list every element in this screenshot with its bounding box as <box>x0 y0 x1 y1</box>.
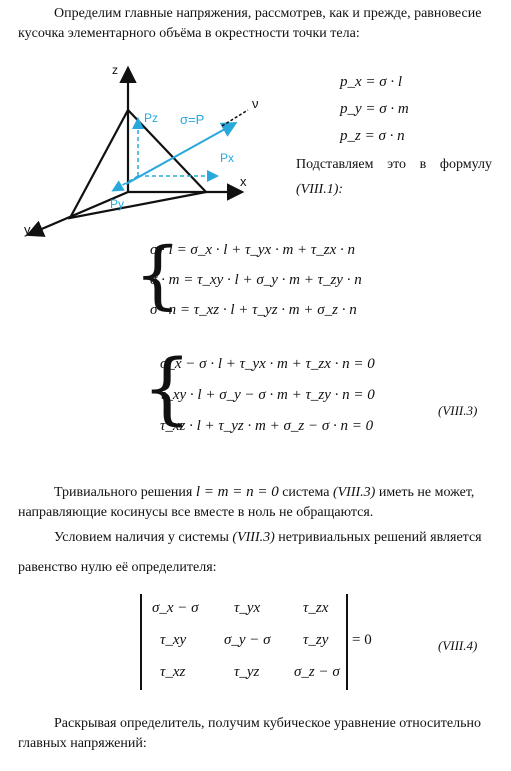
det-r1c2: τ_yx <box>234 600 261 616</box>
det-r3c1: τ_xz <box>160 664 186 680</box>
intro-paragraph: Определим главные напряжения, рассмотрев, как и прежде, равновесие кусочка элементарного объёма в окрестности точки тела: <box>18 6 482 41</box>
cubic-equation-paragraph: Раскрывая определитель, получим кубическое уравнение относительно главных напряжений: <box>18 716 481 751</box>
substitute-text: Подставляем это в формулу <box>296 157 492 172</box>
equation-label-8-3: (VIII.3) <box>438 403 478 418</box>
projection-py: p_y = σ · m <box>340 101 409 117</box>
determinant-equals-zero: = 0 <box>352 632 372 648</box>
det-r2c1: τ_xy <box>160 632 187 648</box>
det-r2c3: τ_zy <box>303 632 329 648</box>
determinant-left-bar <box>140 594 142 690</box>
label-z: z <box>112 63 118 77</box>
label-y: y <box>24 222 31 237</box>
condition-paragraph: Условием наличия у системы (VIII.3) нетривиальных решений является равенство нулю её определителя: <box>18 530 482 575</box>
system1-eq3: σ · n = τ_xz · l + τ_yz · m + σ_z · n <box>150 302 357 318</box>
system2-brace: { <box>142 344 192 434</box>
label-px: Px <box>220 151 235 165</box>
det-r1c1: σ_x − σ <box>152 600 199 616</box>
system1-brace: { <box>134 232 182 318</box>
projection-pz: p_z = σ · n <box>340 128 405 144</box>
det-r3c2: τ_yz <box>234 664 260 680</box>
label-pz: Pz <box>144 111 159 125</box>
label-sigma: σ=P <box>180 112 205 127</box>
substitute-ref: (VIII.1): <box>296 182 344 197</box>
determinant-right-bar <box>346 594 348 690</box>
system1-eq1: σ · l = σ_x · l + τ_yx · m + τ_zx · n <box>150 242 356 258</box>
det-r1c3: τ_zx <box>303 600 329 616</box>
normal-vector <box>222 110 248 126</box>
det-r3c3: σ_z − σ <box>294 664 340 680</box>
stress-vector <box>126 124 234 184</box>
trivial-solution-paragraph: Тривиального решения l = m = n = 0 система (VIII.3) иметь не может, направляющие косинусы все вместе в ноль не обращаются. <box>18 484 475 520</box>
label-py: Py <box>110 197 125 211</box>
det-r2c2: σ_y − σ <box>224 632 271 648</box>
system2-eq3: τ_xz · l + τ_yz · m + σ_z − σ · n = 0 <box>160 418 374 434</box>
label-x: x <box>240 174 247 189</box>
label-nu: ν <box>252 96 259 111</box>
projection-px: p_x = σ · l <box>340 74 403 90</box>
tetrahedron-diagram <box>16 58 278 248</box>
equation-label-8-4: (VIII.4) <box>438 638 478 653</box>
system2-eq1: σ_x − σ · l + τ_yx · m + τ_zx · n = 0 <box>160 356 375 372</box>
system1-eq2: σ · m = τ_xy · l + σ_y · m + τ_zy · n <box>150 272 362 288</box>
system2-eq2: τ_xy · l + σ_y − σ · m + τ_zy · n = 0 <box>160 387 375 403</box>
